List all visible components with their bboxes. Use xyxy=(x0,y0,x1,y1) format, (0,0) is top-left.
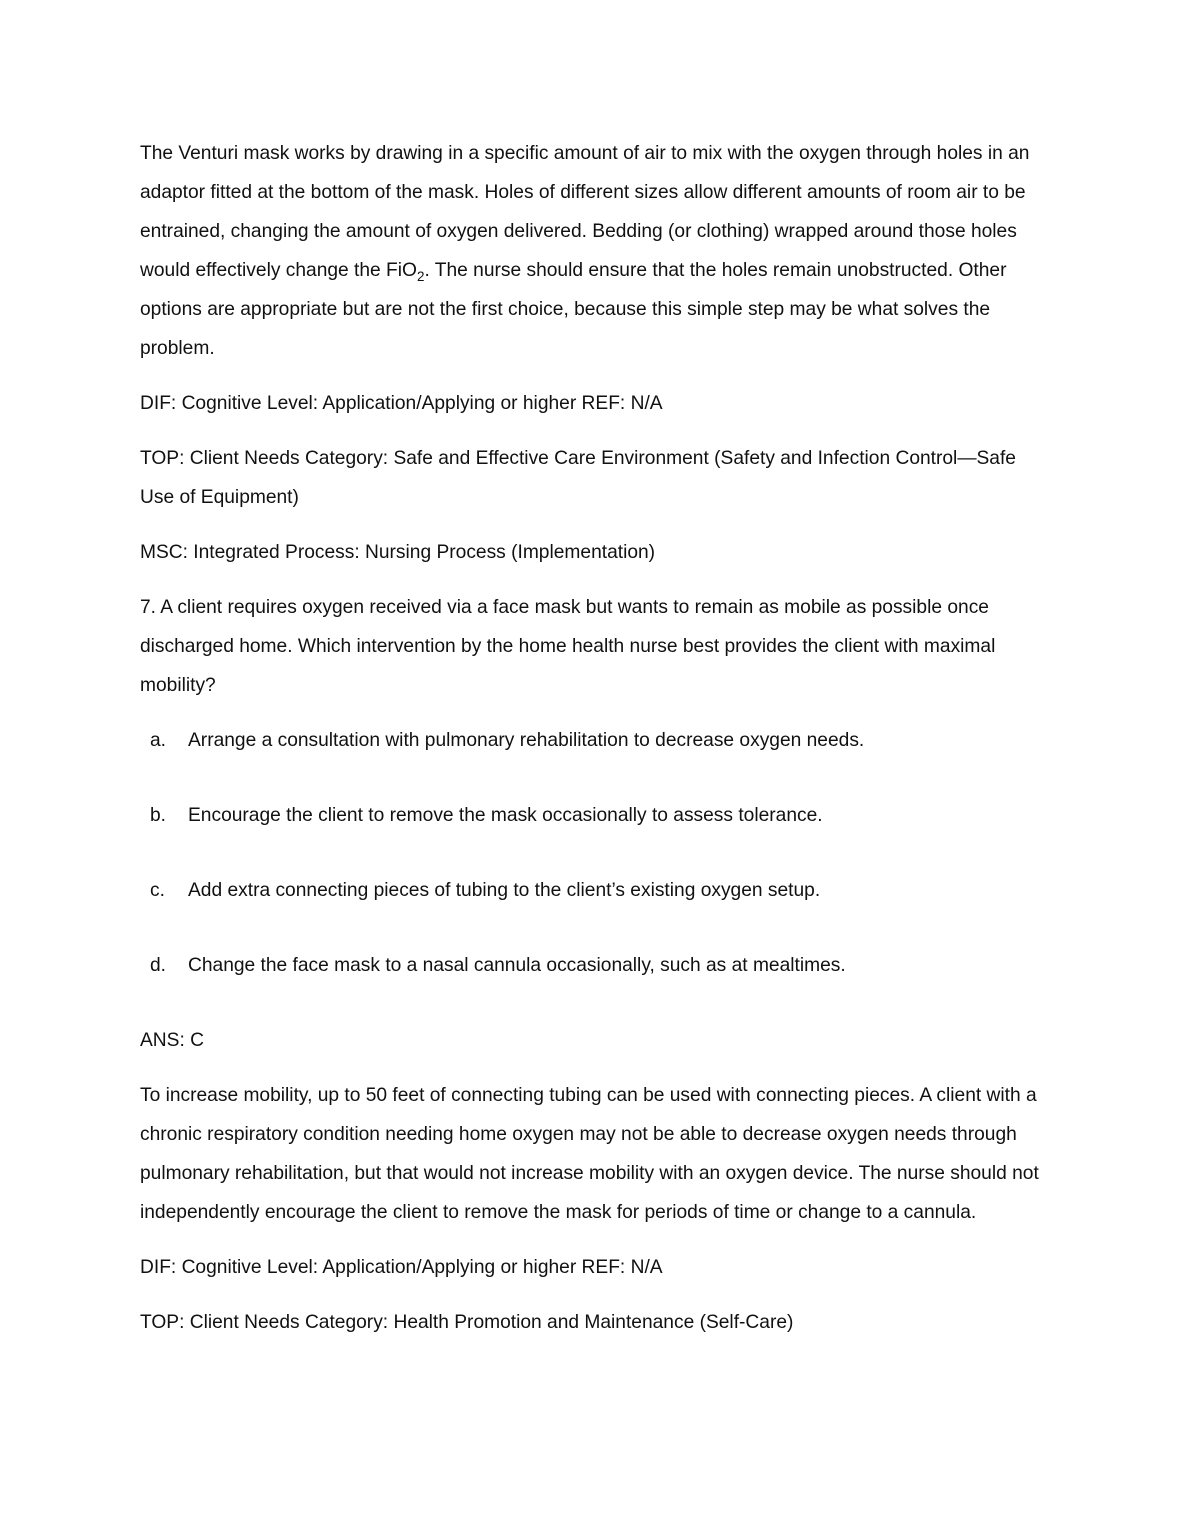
dif-line: DIF: Cognitive Level: Application/Applying or higher REF: N/A xyxy=(140,393,663,414)
option-letter: a. xyxy=(150,730,167,751)
option-letter: b. xyxy=(150,805,167,826)
option-letter: c. xyxy=(150,880,165,901)
option-b xyxy=(140,796,1050,835)
option-text: Encourage the client to remove the mask occasionally to assess tolerance. xyxy=(188,805,823,826)
dif-line: DIF: Cognitive Level: Application/Applying or higher REF: N/A xyxy=(140,1257,663,1278)
option-d xyxy=(140,946,1050,985)
question-stem: 7. A client requires oxygen received via a face mask but wants to remain as mobile as possible once discharged home. Which intervention by the home health nurse best provides the client with maximal mobility? xyxy=(140,597,996,696)
explanation-text-part1: The Venturi mask works by drawing in a specific amount of air to mix with the oxygen through holes in an adaptor fitted at the bottom of the mask. Holes of different sizes allow different amounts of room air to be entrained, changing the amount of oxygen delivered. Bedding (or clothing) wrapped around those holes would effectively change the FiO xyxy=(140,143,1030,281)
answer-options xyxy=(140,721,1050,985)
option-text: Change the face mask to a nasal cannula occasionally, such as at mealtimes. xyxy=(188,955,846,976)
explanation-subscript: 2 xyxy=(416,268,425,284)
explanation-paragraph xyxy=(140,134,1050,368)
msc-line: MSC: Integrated Process: Nursing Process (Implementation) xyxy=(140,542,656,563)
explanation-text-part2: . The nurse should ensure that the holes remain unobstructed. Other options are appropriate but are not the first choice, because this simple step may be what solves the problem. xyxy=(140,260,1007,359)
answer-line: ANS: C xyxy=(140,1030,204,1051)
option-a xyxy=(140,721,1050,760)
top-line: TOP: Client Needs Category: Health Promotion and Maintenance (Self-Care) xyxy=(140,1312,794,1333)
option-text: Add extra connecting pieces of tubing to the client’s existing oxygen setup. xyxy=(188,880,821,901)
page-content xyxy=(140,134,1050,1358)
option-c xyxy=(140,871,1050,910)
option-letter: d. xyxy=(150,955,167,976)
top-line: TOP: Client Needs Category: Safe and Effective Care Environment (Safety and Infection Control—Safe Use of Equipment) xyxy=(140,448,1016,508)
rationale-paragraph: To increase mobility, up to 50 feet of connecting tubing can be used with connecting pieces. A client with a chronic respiratory condition needing home oxygen may not be able to decrease oxygen needs through pulmonary rehabilitation, but that would not increase mobility with an oxygen device. The nurse should not independently encourage the client to remove the mask for periods of time or change to a cannula. xyxy=(140,1085,1039,1223)
option-text: Arrange a consultation with pulmonary rehabilitation to decrease oxygen needs. xyxy=(188,730,865,751)
